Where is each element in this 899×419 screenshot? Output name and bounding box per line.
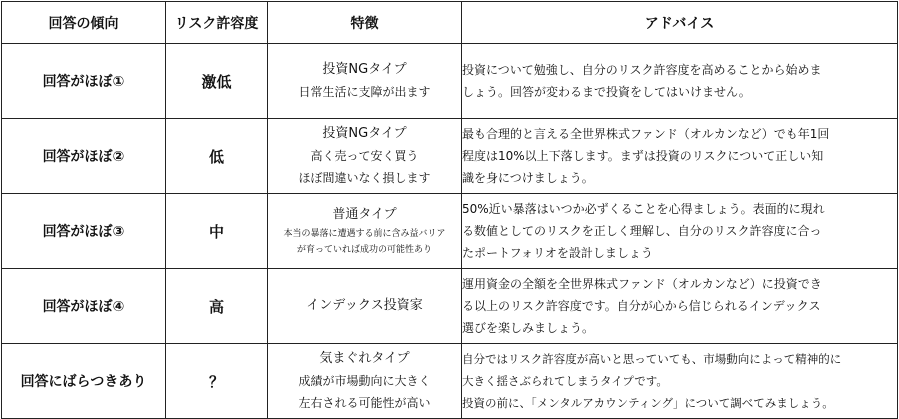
advice-line: 識を身につけましょう。 xyxy=(462,171,594,185)
advice-line: 選びを楽しみましょう。 xyxy=(462,321,595,335)
feature-line: が育っていれば成功の可能性あり xyxy=(296,245,432,255)
answer-pattern-cell: 回答がほぼ④ xyxy=(2,269,166,344)
answer-pattern-cell: 回答がほぼ② xyxy=(2,119,166,194)
answer-pattern-cell: 回答にばらつきあり xyxy=(2,344,166,419)
advice-cell xyxy=(462,119,898,194)
header-answer-tendency: 回答の傾向 xyxy=(2,2,166,44)
advice-line: 大きく揺さぶられてしまうタイプです。 xyxy=(462,374,668,388)
header-row xyxy=(2,2,898,44)
risk-level-cell: 低 xyxy=(166,119,268,194)
advice-line: たポートフォリオを設計しましょう xyxy=(462,246,653,260)
header-advice: アドバイス xyxy=(462,2,898,44)
feature-line: 日常生活に支障が出ます xyxy=(298,85,431,99)
answer-pattern-cell: 回答がほぼ③ xyxy=(2,194,166,269)
advice-line: 投資の前に、「メンタルアカウンティング」について調べてみましょう。 xyxy=(462,396,834,410)
feature-line: ほぼ間違いなく損します xyxy=(298,171,431,185)
table-row xyxy=(2,269,898,344)
advice-line: 50%近い暴落はいつか必ずくることを心得ましょう。表面的に現れ xyxy=(462,202,825,216)
header-feature: 特徴 xyxy=(268,2,462,44)
feature-cell xyxy=(268,194,462,269)
feature-title: 投資NGタイプ xyxy=(322,126,407,141)
risk-level-cell: 激低 xyxy=(166,44,268,119)
advice-cell xyxy=(462,344,898,419)
feature-cell xyxy=(268,119,462,194)
answer-pattern-cell: 回答がほぼ① xyxy=(2,44,166,119)
advice-cell xyxy=(462,44,898,119)
feature-line: 左右される可能性が高い xyxy=(298,396,431,410)
feature-line: 成績が市場動向に大きく xyxy=(298,374,431,388)
advice-line: しょう。回答が変わるまで投資をしてはいけません。 xyxy=(462,85,751,99)
header-risk-tolerance: リスク許容度 xyxy=(166,2,268,44)
advice-line: 程度は10%以上下落します。まずは投資のリスクについて正しい知 xyxy=(462,149,824,163)
table-row xyxy=(2,119,898,194)
feature-title: 普通タイプ xyxy=(332,207,397,222)
advice-cell xyxy=(462,269,898,344)
feature-cell xyxy=(268,344,462,419)
advice-line: 最も合理的と言える全世界株式ファンド（オルカンなど）でも年1回 xyxy=(462,127,830,141)
risk-level-cell: 高 xyxy=(166,269,268,344)
feature-cell xyxy=(268,44,462,119)
table-row xyxy=(2,44,898,119)
advice-line: 投資について勉強し、自分のリスク許容度を高めることから始めま xyxy=(462,63,822,77)
feature-title: 投資NGタイプ xyxy=(322,62,407,77)
feature-cell xyxy=(268,269,462,344)
feature-title: 気まぐれタイプ xyxy=(319,351,410,366)
advice-cell xyxy=(462,194,898,269)
advice-line: る以上のリスク許容度です。自分が心から信じられるインデックス xyxy=(462,299,821,313)
risk-level-cell: 中 xyxy=(166,194,268,269)
risk-level-cell: ？ xyxy=(166,344,268,419)
advice-line: 自分ではリスク許容度が高いと思っていても、市場動向によって精神的に xyxy=(462,352,842,366)
table-row xyxy=(2,194,898,269)
feature-line: 本当の暴落に遭遇する前に含み益バリア xyxy=(283,229,446,239)
feature-line: 高く売って安く買う xyxy=(310,149,419,163)
table-row xyxy=(2,344,898,419)
advice-line: る数値としてのリスクを正しく理解し、自分のリスク許容度に合っ xyxy=(462,224,822,238)
advice-line: 運用資金の全額を全世界株式ファンド（オルカンなど）に投資でき xyxy=(462,277,822,291)
feature-title: インデックス投資家 xyxy=(306,298,423,313)
risk-tolerance-table xyxy=(1,1,898,419)
